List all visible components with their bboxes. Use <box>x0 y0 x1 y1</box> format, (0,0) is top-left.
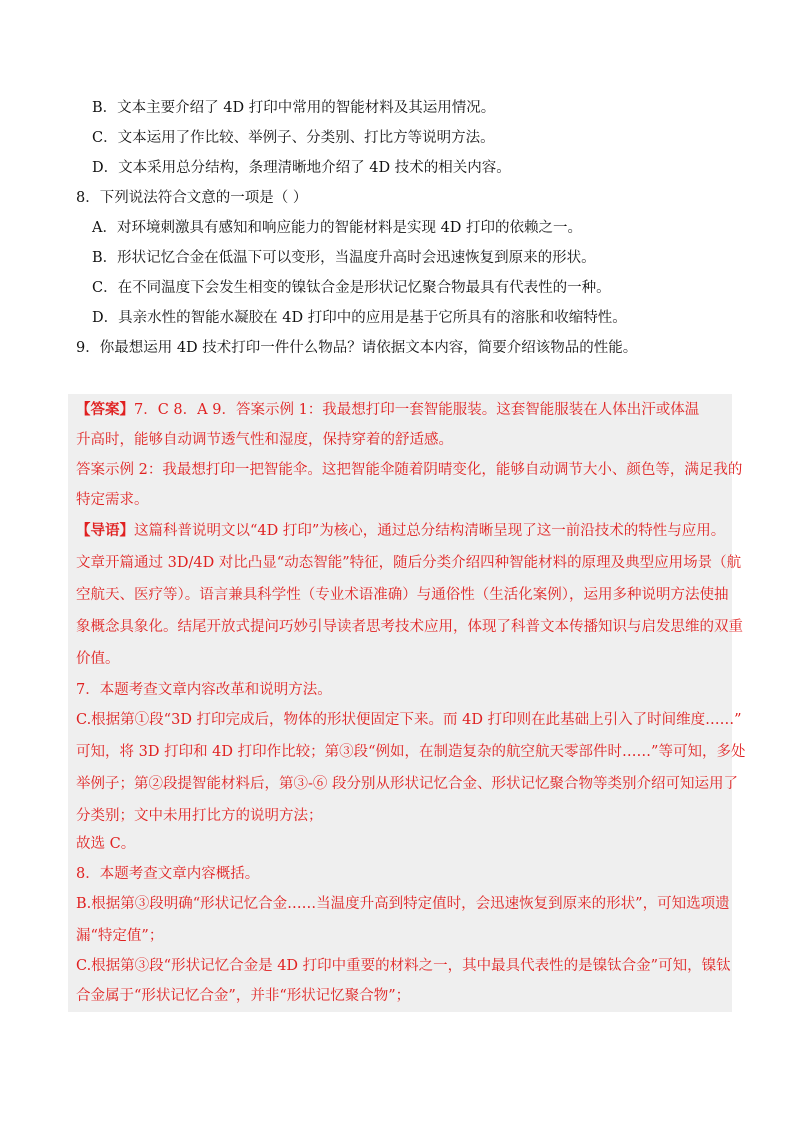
answer-tag: 【答案】 <box>76 401 134 418</box>
guide-line-4: 象概念具象化。结尾开放式提问巧妙引导读者思考技术应用，体现了科普文本传播知识与启发思维的双重 <box>76 619 743 635</box>
q8-option-d: D．具亲水性的智能水凝胶在 4D 打印中的应用是基于它所具有的溶胀和收缩特性。 <box>92 310 627 326</box>
answer-line-4: 特定需求。 <box>76 492 149 508</box>
analysis8-line-2: 漏“特定值”； <box>76 928 164 944</box>
analysis8-line-1: B.根据第③段明确“形状记忆合金……当温度升高到特定值时，会迅速恢复到原来的形状”，可知选项遗 <box>76 896 730 912</box>
guide-line-2: 文章开篇通过 3D/4D 对比凸显“动态智能”特征，随后分类介绍四种智能材料的原理及典型应用场景（航 <box>76 555 742 571</box>
q7-option-d: D．文本采用总分结构，条理清晰地介绍了 4D 技术的相关内容。 <box>92 160 511 176</box>
q7-option-b: B．文本主要介绍了 4D 打印中常用的智能材料及其运用情况。 <box>92 100 496 116</box>
analysis8-title: 8．本题考查文章内容概括。 <box>76 866 260 882</box>
q8-stem: 8．下列说法符合文意的一项是（ ） <box>76 190 308 206</box>
answer-line-1 <box>76 400 699 420</box>
analysis7-title: 7．本题考查文章内容改革和说明方法。 <box>76 682 332 698</box>
analysis7-line-1: C.根据第①段“3D 打印完成后，物体的形状便固定下来。而 4D 打印则在此基础上引入了时间维度……” <box>76 712 742 728</box>
guide-line-1 <box>76 521 725 541</box>
analysis8-line-3: C.根据第③段“形状记忆合金是 4D 打印中重要的材料之一，其中最具代表性的是镍钛合金”可知，镍钛 <box>76 958 731 974</box>
q8-option-b: B．形状记忆合金在低温下可以变形，当温度升高时会迅速恢复到原来的形状。 <box>92 250 596 266</box>
analysis8-line-4: 合金属于“形状记忆合金”，并非“形状记忆聚合物”； <box>76 988 411 1004</box>
q9-stem: 9．你最想运用 4D 技术打印一件什么物品？请依据文本内容，简要介绍该物品的性能。 <box>76 340 638 356</box>
answer-analysis-box <box>68 394 732 1012</box>
answer-line-2: 升高时，能够自动调节透气性和湿度，保持穿着的舒适感。 <box>76 432 453 448</box>
q8-option-a: A．对环境刺激具有感知和响应能力的智能材料是实现 4D 打印的依赖之一。 <box>92 220 583 236</box>
analysis7-line-2: 可知，将 3D 打印和 4D 打印作比较；第③段“例如，在制造复杂的航空航天零部件时……”等可知，多处 <box>76 744 746 760</box>
analysis7-line-4: 分类别；文中未用打比方的说明方法； <box>76 808 323 824</box>
answer-line-3: 答案示例 2：我最想打印一把智能伞。这把智能伞随着阴晴变化，能够自动调节大小、颜色等，满足我的 <box>76 462 743 478</box>
answer-line-1-text: 7．C 8．A 9．答案示例 1：我最想打印一套智能服装。这套智能服装在人体出汗或体温 <box>134 402 700 418</box>
guide-line-1-text: 这篇科普说明文以“4D 打印”为核心，通过总分结构清晰呈现了这一前沿技术的特性与应用。 <box>134 523 726 539</box>
guide-line-5: 价值。 <box>76 651 120 667</box>
analysis7-conclusion: 故选 C。 <box>76 836 136 852</box>
q7-option-c: C．文本运用了作比较、举例子、分类别、打比方等说明方法。 <box>92 130 495 146</box>
guide-line-3: 空航天、医疗等）。语言兼具科学性（专业术语准确）与通俗性（生活化案例），运用多种说明方法使抽 <box>76 587 729 603</box>
guide-tag: 【导语】 <box>76 522 134 539</box>
analysis7-line-3: 举例子；第②段提智能材料后，第③-⑥ 段分别从形状记忆合金、形状记忆聚合物等类别介绍可知运用了 <box>76 776 739 792</box>
q8-option-c: C．在不同温度下会发生相变的镍钛合金是形状记忆聚合物最具有代表性的一种。 <box>92 280 611 296</box>
